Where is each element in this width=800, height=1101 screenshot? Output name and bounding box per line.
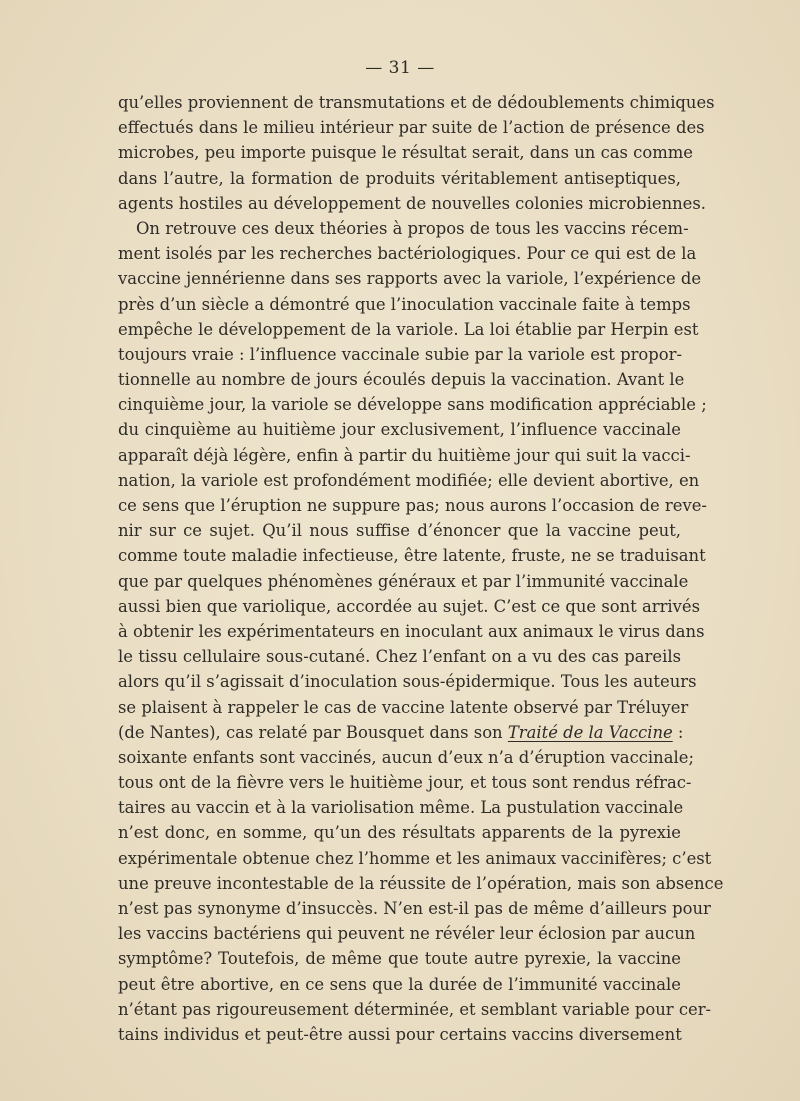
text-line: cinquième jour, la variole se développe sans modification appréciable ;: [118, 395, 707, 415]
page-number: — 31 —: [365, 58, 435, 78]
text-line: qu’elles proviennent de transmutations et de dédoublements chimiques: [118, 93, 715, 112]
text-line: On retrouve ces deux théories à propos de tous les vaccins récem-: [136, 218, 689, 238]
text-line: ment isolés par les recherches bactériologiques. Pour ce qui est de la: [118, 244, 697, 264]
text-line: n’étant pas rigoureusement déterminée, et semblant variable pour cer-: [118, 999, 712, 1019]
text-line: près d’un siècle a démontré que l’inoculation vaccinale faite à temps: [118, 294, 691, 314]
text-line: aussi bien que variolique, accordée au sujet. C’est ce que sont arrivés: [118, 596, 701, 616]
text-line: du cinquième au huitième jour exclusivement, l’influence vaccinale: [118, 420, 681, 440]
text-line: tains individus et peut-être aussi pour certains vaccins diversement: [118, 1024, 682, 1044]
text-line: symptôme? Toutefois, de même que toute autre pyrexie, la vaccine: [118, 949, 681, 969]
book-title: Traité de la Vaccine: [507, 722, 673, 742]
text-line: effectués dans le milieu intérieur par suite de l’action de présence des: [118, 118, 705, 138]
text-line: vaccine jennérienne dans ses rapports avec la variole, l’expérience de: [118, 269, 702, 289]
text-line: alors qu’il s’agissait d’inoculation sous-épidermique. Tous les auteurs: [118, 672, 697, 692]
text-line: tous ont de la fièvre vers le huitième jour, et tous sont rendus réfrac-: [118, 773, 692, 793]
text-line: peut être abortive, en ce sens que la durée de l’immunité vaccinale: [118, 974, 681, 994]
text-line: microbes, peu importe puisque le résultat serait, dans un cas comme: [118, 143, 693, 163]
text-line: n’est donc, en somme, qu’un des résultats apparents de la pyrexie: [118, 823, 681, 843]
text-line: tionnelle au nombre de jours écoulés depuis la vaccination. Avant le: [118, 370, 685, 390]
text-line: empêche le développement de la variole. La loi établie par Herpin est: [118, 319, 699, 339]
text-line: agents hostiles au développement de nouvelles colonies microbiennes.: [118, 193, 706, 213]
text-line: nation, la variole est profondément modifiée; elle devient abortive, en: [118, 470, 700, 490]
text-line: à obtenir les expérimentateurs en inoculant aux animaux le virus dans: [118, 621, 705, 641]
text-segment: :: [672, 722, 684, 742]
text-line: expérimentale obtenue chez l’homme et les animaux vaccinifères; c’est: [118, 848, 712, 868]
text-line: soixante enfants sont vaccinés, aucun d’eux n’a d’éruption vaccinale;: [118, 747, 694, 767]
text-line: comme toute maladie infectieuse, être latente, fruste, ne se traduisant: [118, 546, 706, 566]
text-line: n’est pas synonyme d’insuccès. N’en est-il pas de même d’ailleurs pour: [118, 899, 711, 918]
text-line: se plaisent à rappeler le cas de vaccine latente observé par Tréluyer: [118, 697, 689, 717]
text-line: [118, 720, 684, 745]
text-line: une preuve incontestable de la réussite de l’opération, mais son absence: [118, 873, 724, 893]
text-line: taires au vaccin et à la variolisation même. La pustulation vaccinale: [118, 798, 684, 818]
text-line: apparaît déjà légère, enfin à partir du huitième jour qui suit la vacci-: [118, 445, 691, 465]
text-line: toujours vraie : l’influence vaccinale subie par la variole est propor-: [118, 344, 683, 364]
text-line: les vaccins bactériens qui peuvent ne révéler leur éclosion par aucun: [118, 924, 696, 944]
text-segment: (de Nantes), cas relaté par Bousquet dans son: [118, 722, 508, 742]
text-line: le tissu cellulaire sous-cutané. Chez l’enfant on a vu des cas pareils: [118, 647, 681, 667]
text-line: dans l’autre, la formation de produits véritablement antiseptiques,: [118, 168, 681, 188]
text-line: ce sens que l’éruption ne suppure pas; nous aurons l’occasion de reve-: [118, 496, 707, 515]
body-text: [118, 90, 724, 1047]
text-line: que par quelques phénomènes généraux et par l’immunité vaccinale: [118, 571, 689, 591]
text-line: nir sur ce sujet. Qu’il nous suffise d’énoncer que la vaccine peut,: [118, 521, 681, 541]
